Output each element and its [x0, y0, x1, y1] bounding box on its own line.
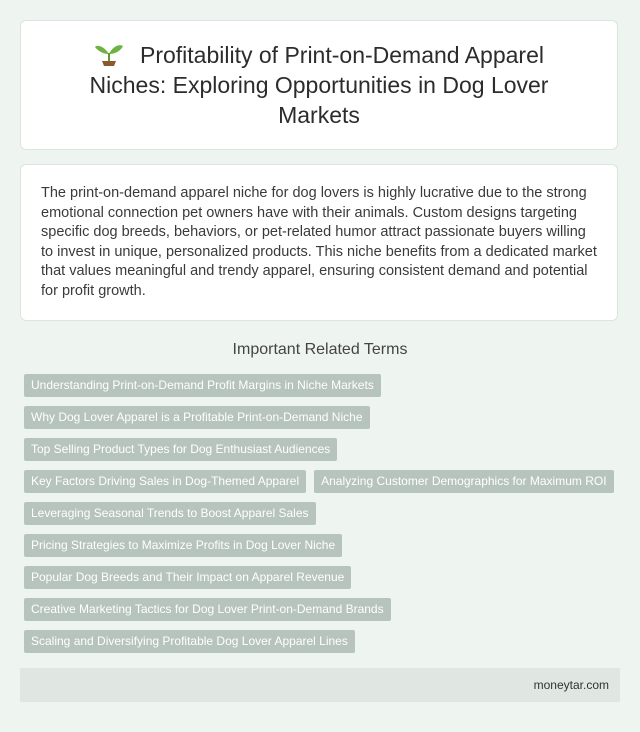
summary-text: The print-on-demand apparel niche for dog lovers is highly lucrative due to the strong emotional connection pet owners have with their animals. Custom designs targeting specific dog breeds, behaviors, or pet-related humor attract passionate buyers willing to invest in unique, personalized products. This niche benefits from a dedicated market that values meaningful and trendy apparel, ensuring consistent demand and potential for profit growth.: [41, 185, 597, 299]
related-term-tag[interactable]: Why Dog Lover Apparel is a Profitable Print-on-Demand Niche: [24, 406, 370, 429]
related-term-tag[interactable]: Pricing Strategies to Maximize Profits in Dog Lover Niche: [24, 534, 342, 557]
related-term-tag[interactable]: Analyzing Customer Demographics for Maximum ROI: [314, 470, 613, 493]
summary-card: [20, 164, 618, 321]
related-term-tag[interactable]: Key Factors Driving Sales in Dog-Themed Apparel: [24, 470, 306, 493]
page-title: [21, 40, 617, 130]
related-terms-heading: Important Related Terms: [232, 341, 408, 358]
related-term-tag[interactable]: Top Selling Product Types for Dog Enthusiast Audiences: [24, 438, 337, 461]
related-term-tag[interactable]: Popular Dog Breeds and Their Impact on Apparel Revenue: [24, 566, 351, 589]
footer: [20, 668, 620, 702]
related-term-tag[interactable]: Creative Marketing Tactics for Dog Lover Print-on-Demand Brands: [24, 598, 391, 621]
related-term-tag[interactable]: Leveraging Seasonal Trends to Boost Apparel Sales: [24, 502, 316, 525]
title-card: [20, 20, 618, 150]
related-term-tag[interactable]: Scaling and Diversifying Profitable Dog Lover Apparel Lines: [24, 630, 355, 653]
related-term-tag[interactable]: Understanding Print-on-Demand Profit Margins in Niche Markets: [24, 374, 381, 397]
footer-site-link[interactable]: moneytar.com: [533, 678, 609, 692]
related-terms-list: [24, 374, 624, 653]
seedling-icon: [94, 42, 124, 66]
page-title-text: Profitability of Print-on-Demand Apparel Niches: Exploring Opportunities in Dog Lover Markets: [89, 42, 549, 128]
